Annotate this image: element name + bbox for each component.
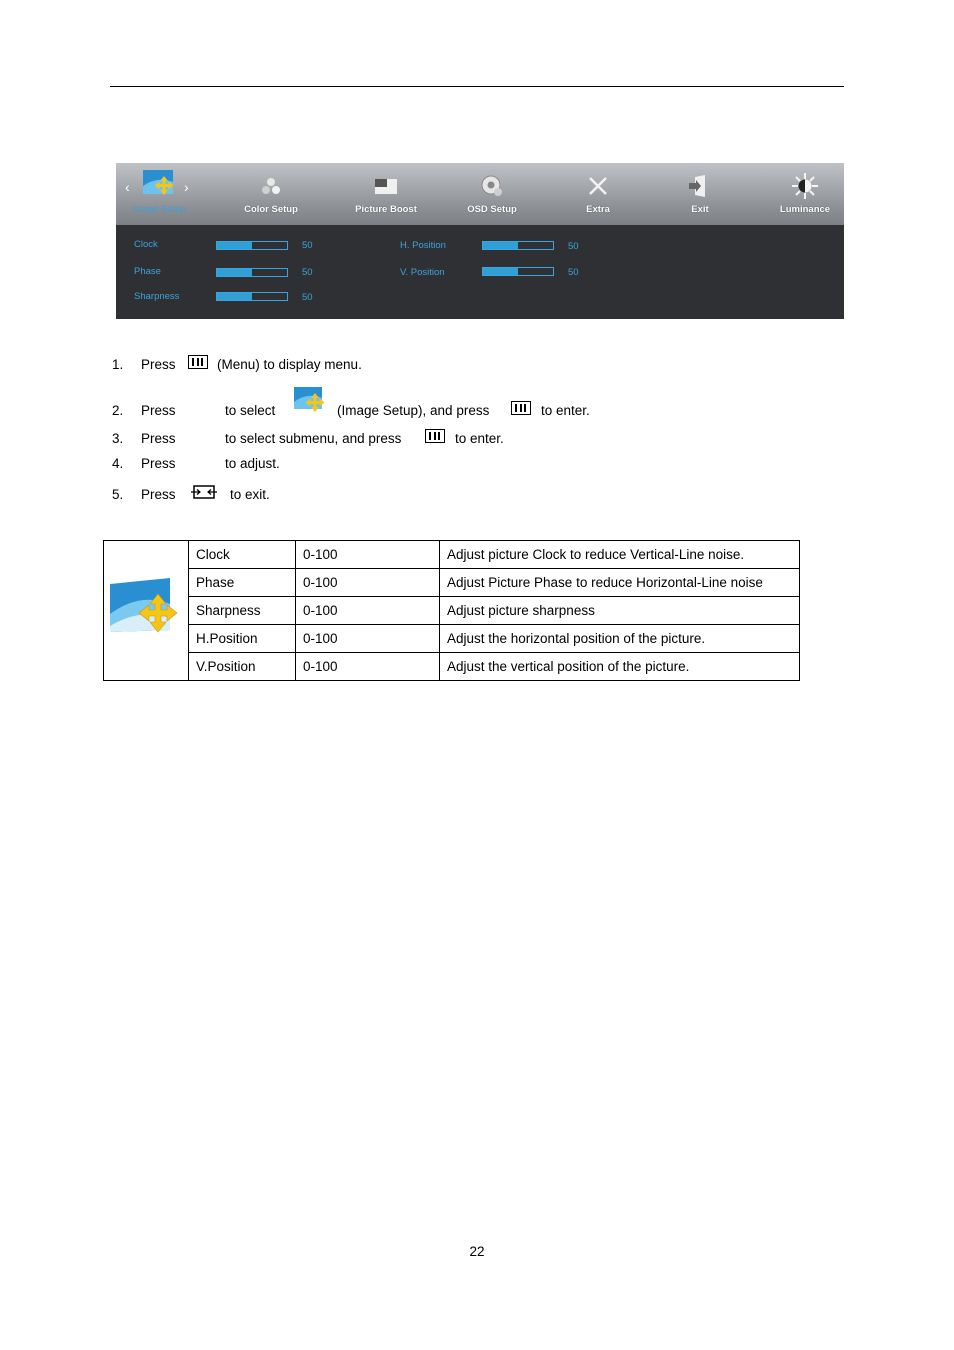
tab-color-setup[interactable] (236, 163, 306, 225)
clock-slider[interactable] (216, 241, 288, 250)
step-press: Press (141, 487, 176, 502)
table-cell-range: 0-100 (296, 597, 440, 625)
table-icon-cell (104, 541, 189, 681)
step-press: Press (141, 403, 176, 418)
step-number: 4. (112, 456, 124, 471)
slider-fill (217, 269, 252, 276)
table-cell-range: 0-100 (296, 625, 440, 653)
table-cell-desc: Adjust the vertical position of the picture. (440, 653, 800, 681)
auto-exit-button-icon (191, 485, 217, 499)
tab-label: Exit (691, 204, 709, 215)
setting-label-sharpness: Sharpness (134, 291, 180, 302)
step-press: Press (141, 431, 176, 446)
step-number: 3. (112, 431, 124, 446)
tab-label: Extra (586, 204, 610, 215)
table-cell-item: Clock (189, 541, 296, 569)
setting-value-sharpness: 50 (302, 292, 313, 303)
table-cell-item: H.Position (189, 625, 296, 653)
phase-slider[interactable] (216, 268, 288, 277)
tab-label: Color Setup (244, 204, 298, 215)
step-text: to exit. (230, 487, 270, 502)
setting-label-h-position: H. Position (400, 240, 446, 251)
osd-menu (116, 163, 844, 319)
tab-label: OSD Setup (467, 204, 517, 215)
exit-icon (687, 173, 713, 199)
table-row (104, 541, 800, 569)
image-setup-icon (106, 574, 186, 644)
slider-fill (483, 268, 518, 275)
slider-fill (217, 242, 252, 249)
setting-label-v-position: V. Position (400, 267, 445, 278)
setting-value-clock: 50 (302, 240, 313, 251)
table-cell-item: Sharpness (189, 597, 296, 625)
h-position-slider[interactable] (482, 241, 554, 250)
step-text: to adjust. (225, 456, 280, 471)
luminance-icon (792, 173, 818, 199)
step-text: to select (225, 403, 276, 418)
step-text: (Menu) to display menu. (217, 357, 362, 372)
table-cell-item: Phase (189, 569, 296, 597)
page-number: 22 (469, 1244, 485, 1259)
tab-picture-boost[interactable] (348, 163, 424, 225)
step-text: to select submenu, and press (225, 431, 402, 446)
tab-label: Image Setup (132, 204, 186, 215)
table-row (104, 653, 800, 681)
table-cell-desc: Adjust Picture Phase to reduce Horizontal-Line noise (440, 569, 800, 597)
table-row (104, 597, 800, 625)
tab-image-setup[interactable] (126, 163, 192, 225)
chevron-right-icon[interactable]: › (184, 179, 189, 195)
osd-setup-icon (479, 173, 505, 199)
step-text: to enter. (455, 431, 504, 446)
slider-fill (483, 242, 518, 249)
sharpness-slider[interactable] (216, 292, 288, 301)
header-rule (110, 86, 844, 87)
extra-icon (585, 173, 611, 199)
tab-extra[interactable] (572, 163, 624, 225)
step-press: Press (141, 456, 176, 471)
slider-fill (217, 293, 252, 300)
step-press: Press (141, 357, 176, 372)
table-cell-desc: Adjust picture Clock to reduce Vertical-Line noise. (440, 541, 800, 569)
table-cell-desc: Adjust the horizontal position of the picture. (440, 625, 800, 653)
tab-luminance[interactable] (772, 163, 838, 225)
image-setup-icon (290, 385, 330, 415)
setting-value-v-position: 50 (568, 267, 579, 278)
setting-label-clock: Clock (134, 239, 158, 250)
table-row (104, 569, 800, 597)
step-number: 5. (112, 487, 124, 502)
step-text: to enter. (541, 403, 590, 418)
table-cell-range: 0-100 (296, 653, 440, 681)
setting-value-phase: 50 (302, 267, 313, 278)
v-position-slider[interactable] (482, 267, 554, 276)
menu-button-icon (511, 401, 531, 415)
table-row (104, 625, 800, 653)
tab-label: Luminance (779, 204, 831, 215)
picture-boost-icon (373, 173, 399, 199)
table-cell-range: 0-100 (296, 569, 440, 597)
image-setup-table (103, 540, 800, 681)
step-number: 2. (112, 403, 124, 418)
color-setup-icon (258, 173, 284, 199)
osd-tab-bar (116, 163, 844, 225)
step-number: 1. (112, 357, 124, 372)
menu-button-icon (188, 355, 208, 369)
tab-exit[interactable] (676, 163, 724, 225)
menu-button-icon (425, 429, 445, 443)
table-cell-desc: Adjust picture sharpness (440, 597, 800, 625)
tab-label: Picture Boost (355, 204, 417, 215)
table-cell-item: V.Position (189, 653, 296, 681)
table-cell-range: 0-100 (296, 541, 440, 569)
step-text: (Image Setup), and press (337, 403, 490, 418)
setting-value-h-position: 50 (568, 241, 579, 252)
image-setup-icon (142, 168, 176, 198)
tab-osd-setup[interactable] (460, 163, 524, 225)
chevron-left-icon[interactable]: ‹ (125, 179, 130, 195)
setting-label-phase: Phase (134, 266, 161, 277)
